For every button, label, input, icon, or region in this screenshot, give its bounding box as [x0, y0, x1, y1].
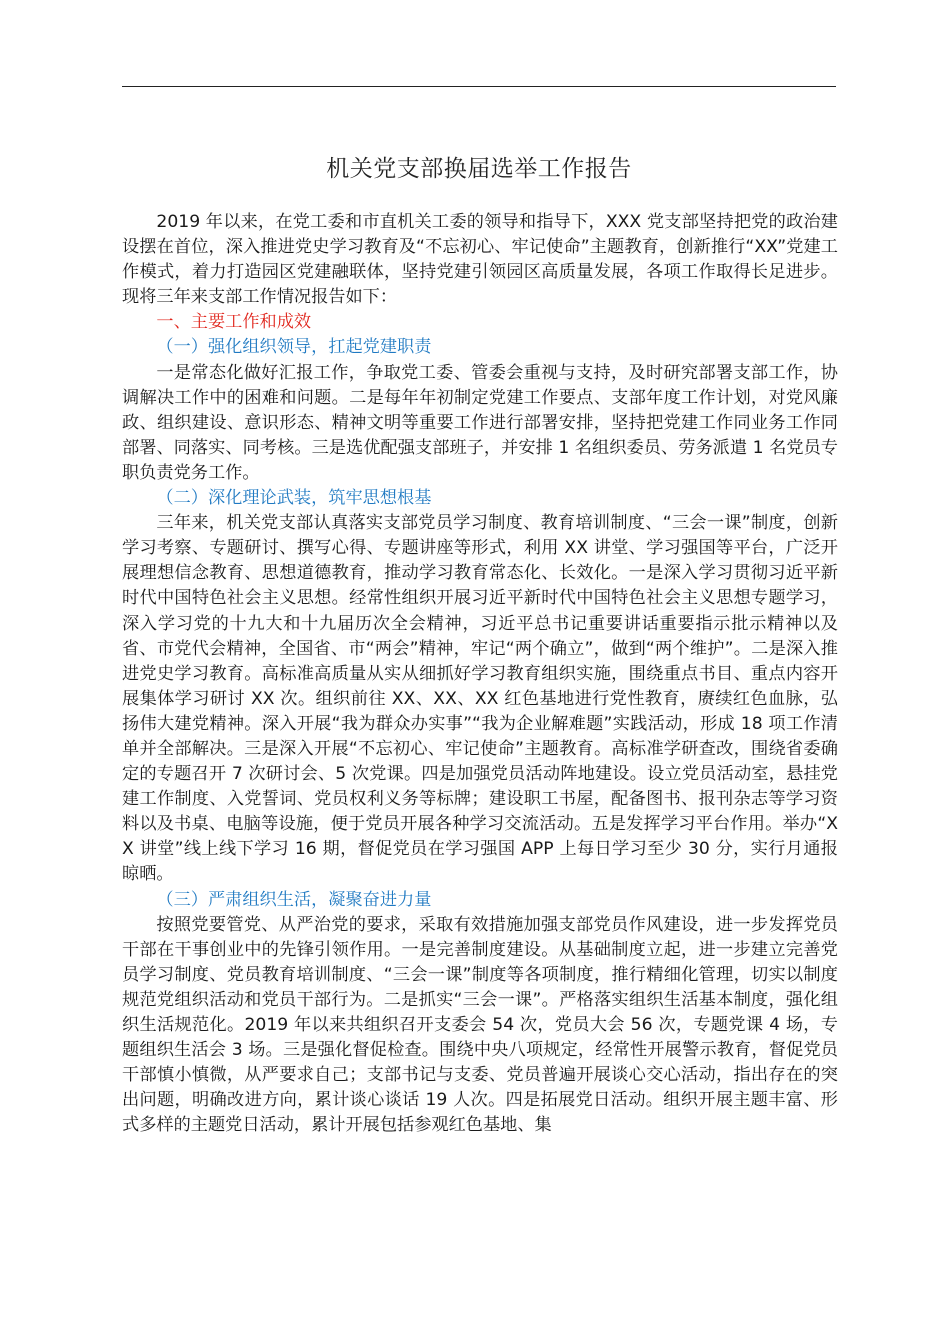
- subsection-heading-2: （二）深化理论武装，筑牢思想根基: [156, 488, 432, 509]
- intro-paragraph: 2019 年以来，在党工委和市直机关工委的领导和指导下，XXX 党支部坚持把党的政治建设摆在首位，深入推进党史学习教育及“不忘初心、牢记使命”主题教育，创新推行“XX”党建工作模式，着力打造园区党建融联体，坚持党建引领园区高质量发展，各项工作取得长足进步。现将三年来支部工作情况报告如下：: [122, 212, 838, 308]
- subsection-body-3: 按照党要管党、从严治党的要求，采取有效措施加强支部党员作风建设，进一步发挥党员干部在干事创业中的先锋引领作用。一是完善制度建设。从基础制度立起，进一步建立完善党员学习制度、党员教育培训制度、“三会一课”制度等各项制度，推行精细化管理，切实以制度规范党组织活动和党员干部行为。二是抓实“三会一课”。严格落实组织生活基本制度，强化组织生活规范化。2019 年以来共组织召开支委会 54 次，党员大会 56 次，专题党课 4 场，专题组织生活会 3 场。三是强化督促检查。围绕中央八项规定，经常性开展警示教育，督促党员干部慎小慎微，从严要求自己；支部书记与支委、党员普遍开展谈心交心活动，指出存在的突出问题，明确改进方向，累计谈心谈话 19 人次。四是拓展党日活动。组织开展主题丰富、形式多样的主题党日活动，累计开展包括参观红色基地、集: [122, 914, 838, 1136]
- subsection-heading-1: （一）强化组织领导，扛起党建职责: [156, 337, 432, 358]
- section-heading-main-work: 一、主要工作和成效: [156, 312, 312, 333]
- document-body: [122, 210, 838, 1138]
- subsection-heading-3: （三）严肃组织生活，凝聚奋进力量: [156, 889, 432, 910]
- subsection-body-2: 三年来，机关党支部认真落实支部党员学习制度、教育培训制度、“三会一课”制度，创新学习考察、专题研讨、撰写心得、专题讲座等形式，利用 XX 讲堂、学习强国等平台，广泛开展理想信念教育、思想道德教育，推动学习教育常态化、长效化。一是深入学习贯彻习近平新时代中国特色社会主义思想。经常性组织开展习近平新时代中国特色社会主义思想专题学习，深入学习党的十九大和十九届历次全会精神，习近平总书记重要讲话重要指示批示精神以及省、市党代会精神，全国省、市“两会”精神，牢记“两个确立”，做到“两个维护”。二是深入推进党史学习教育。高标准高质量从实从细抓好学习教育组织实施，围绕重点书目、重点内容开展集体学习研讨 XX 次。组织前往 XX、XX、XX 红色基地进行党性教育，赓续红色血脉，弘扬伟大建党精神。深入开展“我为群众办实事”“我为企业解难题”实践活动，形成 18 项工作清单并全部解决。三是深入开展“不忘初心、牢记使命”主题教育。高标准学研查改，围绕省委确定的专题召开 7 次研讨会、5 次党课。四是加强党员活动阵地建设。设立党员活动室，悬挂党建工作制度、入党誓词、党员权利义务等标牌；建设职工书屋，配备图书、报刊杂志等学习资料以及书桌、电脑等设施，便于党员开展各种学习交流活动。五是发挥学习平台作用。举办“XX 讲堂”线上线下学习 16 期，督促党员在学习强国 APP 上每日学习至少 30 分，实行月通报晾晒。: [122, 513, 838, 885]
- page-title: 机关党支部换届选举工作报告: [326, 156, 632, 182]
- subsection-body-1: 一是常态化做好汇报工作，争取党工委、管委会重视与支持，及时研究部署支部工作，协调解决工作中的困难和问题。二是每年年初制定党建工作要点、支部年度工作计划，对党风廉政、组织建设、意识形态、精神文明等重要工作进行部署安排，坚持把党建工作同业务工作同部署、同落实、同考核。三是选优配强支部班子，并安排 1 名组织委员、劳务派遣 1 名党员专职负责党务工作。: [122, 362, 838, 483]
- header-rule: [122, 86, 836, 87]
